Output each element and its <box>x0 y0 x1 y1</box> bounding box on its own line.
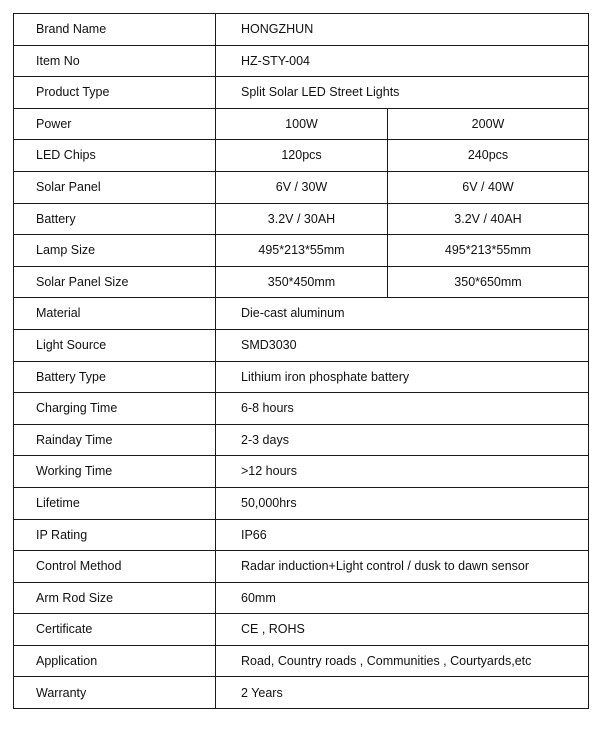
spec-value-model-1: 3.2V / 30AH <box>216 203 388 235</box>
spec-label: Brand Name <box>14 14 216 46</box>
spec-row-warranty <box>14 677 589 709</box>
spec-value-model-2: 3.2V / 40AH <box>388 203 589 235</box>
spec-value: SMD3030 <box>216 329 589 361</box>
spec-row-led-chips <box>14 140 589 172</box>
spec-value: 2-3 days <box>216 424 589 456</box>
spec-row-ip-rating <box>14 519 589 551</box>
spec-value-model-1: 495*213*55mm <box>216 235 388 267</box>
spec-value: 60mm <box>216 582 589 614</box>
spec-value: CE , ROHS <box>216 614 589 646</box>
product-spec-table <box>13 13 589 709</box>
spec-value-model-2: 200W <box>388 108 589 140</box>
spec-value: Road, Country roads , Communities , Courtyards,etc <box>216 645 589 677</box>
spec-label: Item No <box>14 45 216 77</box>
spec-label: LED Chips <box>14 140 216 172</box>
spec-row-working-time <box>14 456 589 488</box>
spec-value: 2 Years <box>216 677 589 709</box>
spec-value-model-2: 350*650mm <box>388 266 589 298</box>
spec-row-solar-panel <box>14 171 589 203</box>
spec-value: Split Solar LED Street Lights <box>216 77 589 109</box>
spec-row-lamp-size <box>14 235 589 267</box>
spec-value-model-2: 240pcs <box>388 140 589 172</box>
spec-value-model-1: 350*450mm <box>216 266 388 298</box>
spec-label: Solar Panel Size <box>14 266 216 298</box>
spec-value-model-1: 6V / 30W <box>216 171 388 203</box>
spec-label: Lifetime <box>14 487 216 519</box>
spec-label: Product Type <box>14 77 216 109</box>
spec-label: Light Source <box>14 329 216 361</box>
spec-row-light-source <box>14 329 589 361</box>
spec-label: Lamp Size <box>14 235 216 267</box>
spec-label: Battery Type <box>14 361 216 393</box>
spec-value: 6-8 hours <box>216 393 589 425</box>
spec-label: Charging Time <box>14 393 216 425</box>
spec-label: Material <box>14 298 216 330</box>
spec-value: HONGZHUN <box>216 14 589 46</box>
spec-row-product-type <box>14 77 589 109</box>
spec-label: IP Rating <box>14 519 216 551</box>
spec-row-solar-panel-size <box>14 266 589 298</box>
spec-row-battery <box>14 203 589 235</box>
spec-label: Solar Panel <box>14 171 216 203</box>
spec-value: IP66 <box>216 519 589 551</box>
spec-label: Control Method <box>14 551 216 583</box>
spec-label: Working Time <box>14 456 216 488</box>
spec-label: Rainday Time <box>14 424 216 456</box>
spec-row-power <box>14 108 589 140</box>
spec-row-brand-name <box>14 14 589 46</box>
spec-row-rainday-time <box>14 424 589 456</box>
spec-row-charging-time <box>14 393 589 425</box>
spec-value-model-1: 120pcs <box>216 140 388 172</box>
spec-label: Arm Rod Size <box>14 582 216 614</box>
spec-value: 50,000hrs <box>216 487 589 519</box>
spec-row-item-no <box>14 45 589 77</box>
spec-row-application <box>14 645 589 677</box>
spec-label: Certificate <box>14 614 216 646</box>
spec-value: Lithium iron phosphate battery <box>216 361 589 393</box>
spec-label: Power <box>14 108 216 140</box>
spec-value-model-1: 100W <box>216 108 388 140</box>
spec-row-certificate <box>14 614 589 646</box>
spec-value-model-2: 495*213*55mm <box>388 235 589 267</box>
spec-value: HZ-STY-004 <box>216 45 589 77</box>
spec-value: Radar induction+Light control / dusk to dawn sensor <box>216 551 589 583</box>
spec-value-model-2: 6V / 40W <box>388 171 589 203</box>
spec-label: Battery <box>14 203 216 235</box>
spec-value: Die-cast aluminum <box>216 298 589 330</box>
spec-label: Warranty <box>14 677 216 709</box>
spec-row-control-method <box>14 551 589 583</box>
spec-value: >12 hours <box>216 456 589 488</box>
spec-label: Application <box>14 645 216 677</box>
spec-row-lifetime <box>14 487 589 519</box>
spec-row-material <box>14 298 589 330</box>
spec-row-arm-rod-size <box>14 582 589 614</box>
spec-row-battery-type <box>14 361 589 393</box>
